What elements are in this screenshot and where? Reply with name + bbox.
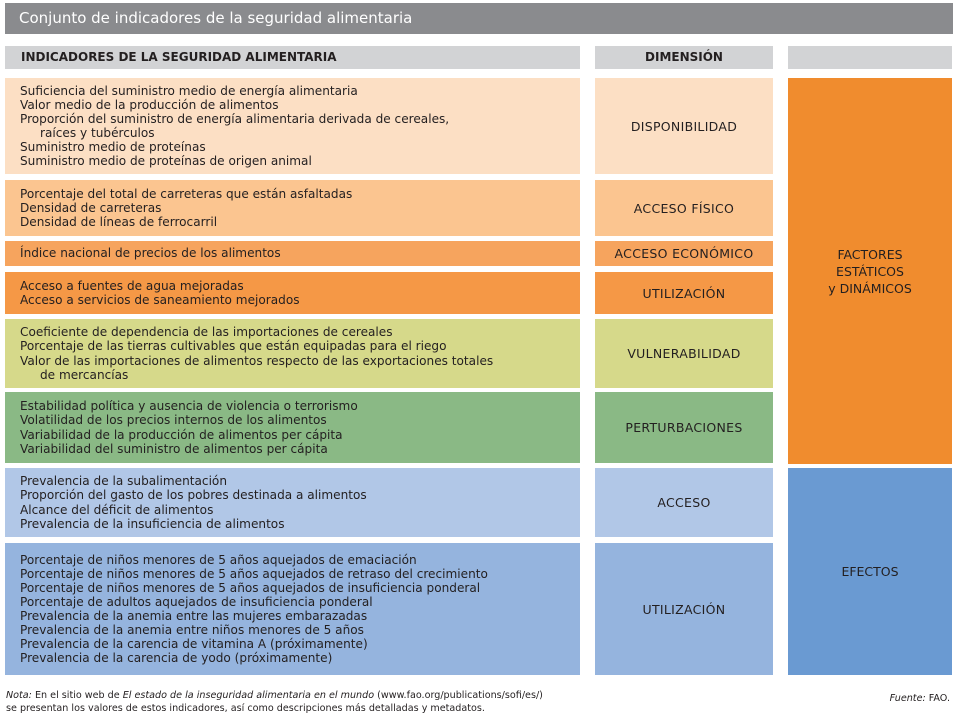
indicator-item: Prevalencia de la anemia entre las mujeres embarazadas xyxy=(20,609,368,623)
indicator-item: Prevalencia de la anemia entre niños menores de 5 años xyxy=(20,623,364,638)
indicator-item: Prevalencia de la insuficiencia de alimentos xyxy=(20,516,285,531)
indicator-item: Acceso a servicios de saneamiento mejorados xyxy=(20,293,300,307)
indicator-item: Porcentaje de niños menores de 5 años aquejados de insuficiencia ponderal xyxy=(20,580,481,595)
indicator-item: Valor medio de la producción de alimentos xyxy=(20,97,279,112)
indicator-item: Suficiencia del suministro medio de energía alimentaria xyxy=(20,83,358,98)
indicator-block xyxy=(5,392,580,463)
indicators-header-label: INDICADORES DE LA SEGURIDAD ALIMENTARIA xyxy=(21,50,337,64)
indicator-item: Suministro medio de proteínas de origen animal xyxy=(20,154,312,169)
dimension-cell: ACCESO FÍSICO xyxy=(595,180,773,236)
indicator-block xyxy=(5,78,580,174)
title-bar xyxy=(5,3,953,34)
footnote-label: Nota: xyxy=(6,690,32,701)
indicator-block xyxy=(5,241,580,266)
indicator-item: raíces y tubérculos xyxy=(40,126,155,140)
page-title: Conjunto de indicadores de la seguridad alimentaria xyxy=(19,9,413,27)
footnote-publication: El estado de la inseguridad alimentaria en el mundo xyxy=(122,690,375,701)
indicator-item: Acceso a fuentes de agua mejoradas xyxy=(20,278,244,293)
indicator-block xyxy=(5,468,580,537)
dimension-cell: VULNERABILIDAD xyxy=(595,319,773,388)
indicator-item: Coeficiente de dependencia de las importaciones de cereales xyxy=(20,325,393,340)
indicator-item: de mercancías xyxy=(40,367,129,382)
indicator-item: Variabilidad del suministro de alimentos per cápita xyxy=(20,441,328,456)
indicators-column-header xyxy=(5,46,580,69)
factors-static-dynamic-cell: FACTORES ESTÁTICOS y DINÁMICOS xyxy=(788,78,952,464)
indicator-item: Porcentaje de niños menores de 5 años aquejados de retraso del crecimiento xyxy=(20,566,488,581)
indicator-item: Densidad de carreteras xyxy=(20,200,162,215)
dimension-column-header: DIMENSIÓN xyxy=(595,46,773,69)
dimension-cell: ACCESO ECONÓMICO xyxy=(595,241,773,266)
indicator-item: Densidad de líneas de ferrocarril xyxy=(20,215,218,230)
footnote-line-2: se presentan los valores de estos indicadores, así como descripciones más detalladas y metadatos. xyxy=(6,703,485,714)
factors-column-header xyxy=(788,46,952,69)
indicator-item: Proporción del suministro de energía alimentaria derivada de cereales, xyxy=(20,111,450,126)
indicator-item: Porcentaje de adultos aquejados de insuficiencia ponderal xyxy=(20,594,373,609)
footnote-url: (www.fao.org/publications/sofi/es/) xyxy=(374,690,543,701)
indicator-item: Proporción del gasto de los pobres destinada a alimentos xyxy=(20,488,367,503)
dimension-cell: UTILIZACIÓN xyxy=(595,272,773,314)
indicator-item: Alcance del déficit de alimentos xyxy=(20,502,214,517)
dimension-cell: ACCESO xyxy=(595,468,773,537)
indicator-block xyxy=(5,319,580,388)
source-note xyxy=(890,693,950,704)
indicator-item: Índice nacional de precios de los alimentos xyxy=(20,246,281,261)
indicator-item: Prevalencia de la subalimentación xyxy=(20,474,227,489)
indicator-item: Porcentaje de niños menores de 5 años aquejados de emaciación xyxy=(20,552,417,567)
source-value: FAO. xyxy=(925,693,950,704)
indicator-block xyxy=(5,180,580,236)
dimension-cell: DISPONIBILIDAD xyxy=(595,78,773,174)
indicator-block xyxy=(5,272,580,314)
source-label: Fuente: xyxy=(889,693,926,704)
effects-cell: EFECTOS xyxy=(788,468,952,675)
indicator-item: Prevalencia de la carencia de vitamina A (próximamente) xyxy=(20,637,368,652)
dimension-cell: UTILIZACIÓN xyxy=(595,543,773,675)
indicator-item: Prevalencia de la carencia de yodo (próximamente) xyxy=(20,651,333,666)
indicator-item: Porcentaje del total de carreteras que están asfaltadas xyxy=(20,186,353,201)
indicator-item: Porcentaje de las tierras cultivables que están equipadas para el riego xyxy=(20,339,447,354)
dimension-cell: PERTURBACIONES xyxy=(595,392,773,463)
indicator-item: Estabilidad política y ausencia de violencia o terrorismo xyxy=(20,399,358,414)
footnote xyxy=(6,689,543,715)
indicator-block xyxy=(5,543,580,675)
footnote-text-1: En el sitio web de xyxy=(31,690,123,701)
indicator-item: Variabilidad de la producción de alimentos per cápita xyxy=(20,427,343,442)
indicator-item: Valor de las importaciones de alimentos respecto de las exportaciones totales xyxy=(20,353,494,368)
indicator-item: Suministro medio de proteínas xyxy=(20,140,206,155)
indicator-item: Volatilidad de los precios internos de los alimentos xyxy=(20,413,327,428)
